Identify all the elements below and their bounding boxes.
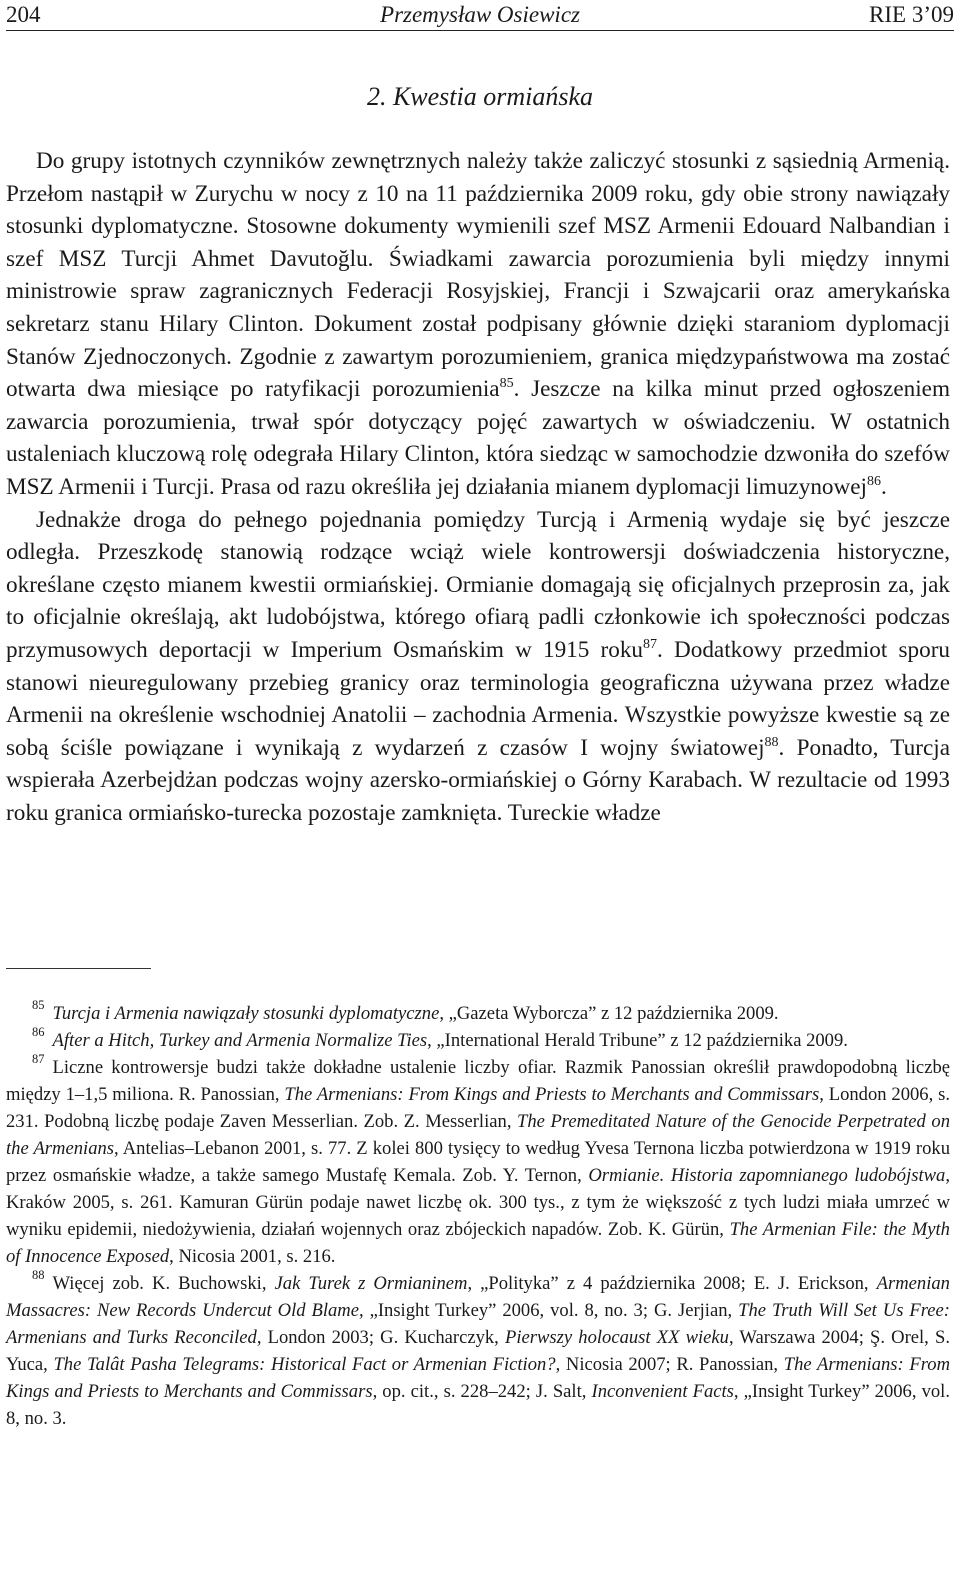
footnote-88 — [6, 1270, 950, 1432]
cited-title: The Armenians: From Kings and Priests to Merchants and Commissars — [6, 1354, 950, 1402]
footnote-85 — [6, 1000, 950, 1027]
cited-title: After a Hitch, Turkey and Armenia Normalize Ties — [52, 1030, 428, 1051]
text-run: Jednakże droga do pełnego pojednania pomiędzy Turcją i Armenią wydaje się być jeszcze odległa. Przeszkodę stanowią rodzące wciąż wiele kontrowersji doświadczenia historyczne, określane często mianem kwestii ormiańskiej. Ormianie domagają się oficjalnych przeprosin za, jak to oficjalnie określają, akt ludobójstwa, którego ofiarą padli członkowie ich społeczności podczas przymusowych deportacji w Imperium Osmańskim w 1915 roku — [6, 506, 950, 663]
citation-text: , „Gazeta Wyborcza” z 12 października 2009. — [439, 1003, 779, 1024]
journal-issue: RIE 3’09 — [869, 2, 954, 27]
cited-title: Ormianie. Historia zapomnianego ludobójstwa — [588, 1165, 946, 1186]
footnote-ref[interactable]: 87 — [643, 636, 658, 652]
section-title: 2. Kwestia ormiańska — [366, 82, 594, 111]
footnote-number: 88 — [32, 1268, 45, 1282]
text-run: . Dodatkowy przedmiot sporu stanowi nieuregulowany przebieg granicy oraz terminologia geograficzna używana przez władze Armenii na określenie wschodniej Anatolii – zachodnia Armenia. Wszystkie powyższe kwestie są ze sobą ściśle powiązane i wynikają z wydarzeń z czasów I wojny światowej — [6, 636, 951, 761]
text-run: Do grupy istotnych czynników zewnętrznych należy także zaliczyć stosunki z sąsiednią Armenią. Przełom nastąpił w Zurychu w nocy z 10 na 11 października 2009 roku, gdy obie strony nawiązały stosunki dyplomatyczne. Stosowne dokumenty wymienili szef MSZ Armenii Edouard Nalbandian i szef MSZ Turcji Ahmet Davutoğlu. Świadkami zawarcia porozumienia byli między innymi ministrowie spraw zagranicznych Federacji Rosyjskiej, Francji i Szwajcarii oraz amerykańska sekretarz stanu Hilary Clinton. Dokument został podpisany głównie dzięki staraniom dyplomacji Stanów Zjednoczonych. Zgodnie z zawartym porozumieniem, granica międzypaństwowa ma zostać otwarta dwa miesiące po ratyfikacji porozumienia — [6, 148, 950, 403]
cited-title: The Talât Pasha Telegrams: Historical Fact or Armenian Fiction? — [53, 1354, 556, 1375]
footnote-number: 86 — [32, 1025, 45, 1039]
cited-title: The Armenian File: the Myth of Innocence Exposed — [6, 1219, 950, 1267]
citation-text: , London 2003; G. Kucharczyk, — [256, 1327, 505, 1348]
footnote-87 — [6, 1054, 950, 1270]
citation-text: , op. cit., s. 228–242; J. Salt, — [372, 1381, 592, 1402]
footnote-ref[interactable]: 85 — [499, 376, 514, 392]
main-text — [6, 145, 950, 829]
running-header — [6, 0, 954, 31]
footnote-ref[interactable]: 86 — [866, 473, 881, 489]
citation-text: , „Insight Turkey” 2006, vol. 8, no. 3. — [6, 1381, 950, 1429]
citation-text: , „Insight Turkey” 2006, vol. 8, no. 3; G. Jerjian, — [358, 1300, 739, 1321]
footnote-86 — [6, 1027, 950, 1054]
citation-text: , Nicosia 2007; R. Panossian, — [555, 1354, 784, 1375]
cited-title: The Truth Will Set Us Free: Armenians and Turks Reconciled — [6, 1300, 950, 1348]
citation-text: Liczne kontrowersje budzi także dokładne ustalenie liczby ofiar. Razmik Panossian określił prawdopodobną liczbę między 1–1,5 miliona. R. Panossian, — [6, 1057, 950, 1105]
cited-title: Armenian Massacres: New Records Undercut Old Blame — [6, 1273, 950, 1321]
citation-text: , Nicosia 2001, s. 216. — [169, 1246, 336, 1267]
footnote-number: 85 — [32, 998, 45, 1012]
cited-title: Pierwszy holocaust XX wieku — [504, 1327, 729, 1348]
citation-text: , Antelias–Lebanon 2001, s. 77. Z kolei 800 tysięcy to według Yvesa Ternona liczba potwierdzona w 1919 roku przez osmańskie władze, a także samego Mustafę Kemala. Zob. Y. Ternon, — [6, 1138, 950, 1186]
text-run: . Jeszcze na kilka minut przed ogłoszeniem zawarcia porozumienia, trwał spór dotyczący pojęć zawartych w oświadczeniu. W ostatnich ustaleniach kluczową rolę odegrała Hilary Clinton, która siedząc w samochodzie dzwoniła do szefów MSZ Armenii i Turcji. Prasa od razu określiła jej działania mianem dyplomacji limuzynowej — [6, 376, 950, 500]
citation-text: , „International Herald Tribune” z 12 października 2009. — [427, 1030, 848, 1051]
text-run: . — [880, 473, 887, 500]
running-author: Przemysław Osiewicz — [380, 2, 580, 27]
footnotes — [6, 1000, 950, 1432]
citation-text: , London 2006, s. 231. Podobną liczbę podaje Zaven Messerlian. Zob. Z. Messerlian, — [6, 1084, 950, 1132]
cited-title: The Armenians: From Kings and Priests to Merchants and Commissars — [284, 1084, 820, 1105]
cited-title: Turcja i Armenia nawiązały stosunki dyplomatyczne — [52, 1003, 440, 1024]
paragraph — [6, 145, 950, 504]
page-number: 204 — [6, 2, 41, 27]
cited-title: Jak Turek z Ormianinem — [274, 1273, 468, 1294]
text-run: . Ponadto, Turcja wspierała Azerbejdżan podczas wojny azersko-ormiańskiej o Górny Karabach. W rezultacie od 1993 roku granica ormiańsko-turecka pozostaje zamknięta. Tureckie władze — [6, 734, 950, 826]
cited-title: Inconvenient Facts — [591, 1381, 734, 1402]
paragraph — [6, 504, 950, 830]
footnote-separator — [6, 968, 151, 969]
cited-title: The Premeditated Nature of the Genocide Perpetrated on the Armenians — [6, 1111, 950, 1159]
citation-text: , Kraków 2005, s. 261. Kamuran Gürün podaje nawet liczbę ok. 300 tys., z tym że większość z tych ludzi miała umrzeć w wyniku epidemii, niedożywienia, działań wojennych oraz zbójeckich napadów. Zob. K. Gürün, — [6, 1165, 950, 1240]
citation-text: , „Polityka” z 4 października 2008; E. J. Erickson, — [467, 1273, 877, 1294]
footnote-number: 87 — [32, 1052, 45, 1066]
footnote-ref[interactable]: 88 — [764, 734, 779, 750]
citation-text: , Warszawa 2004; Ş. Orel, S. Yuca, — [6, 1327, 950, 1375]
citation-text: Więcej zob. K. Buchowski, — [52, 1273, 275, 1294]
